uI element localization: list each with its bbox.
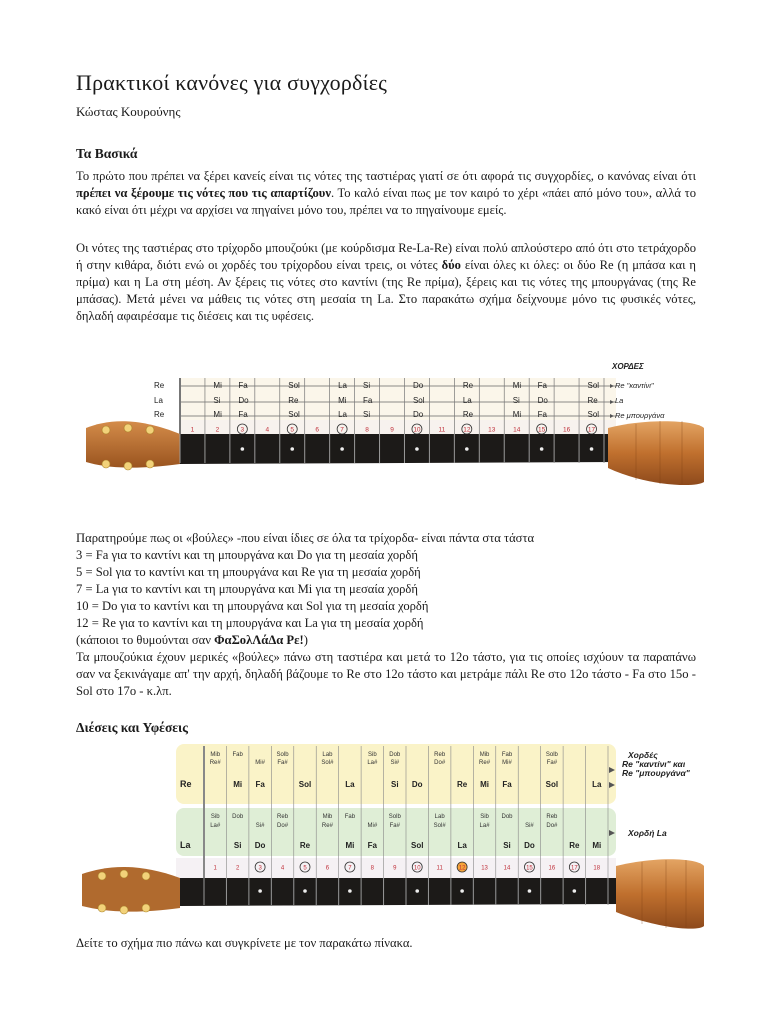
observation-line: 7 = La για το καντίνι και τη μπουργάνα και Mi για τη μεσαία χορδή	[76, 582, 418, 596]
note-sharp: La#	[367, 760, 378, 766]
note-label: Fa	[537, 381, 547, 390]
note-sharp: Re#	[479, 760, 491, 766]
inlay-dot	[415, 447, 419, 451]
fret-number: 1	[213, 865, 217, 872]
string-label-la: La	[615, 396, 624, 405]
note-flat: Reb	[277, 814, 289, 820]
note-label: La	[338, 381, 348, 390]
inlay-dot	[465, 447, 469, 451]
note-natural: Mi	[345, 841, 355, 850]
note-natural: Fa	[255, 780, 265, 789]
note-natural: Mi	[592, 841, 602, 850]
note-sharp: Re#	[321, 823, 333, 829]
fret-number: 13	[488, 426, 496, 434]
fret-number: 6	[325, 865, 330, 872]
note-sharp: La#	[479, 823, 490, 829]
inlay-dot	[241, 447, 245, 451]
fret-number: 8	[370, 865, 375, 872]
note-label: Re	[587, 396, 598, 405]
note-natural: Mi	[233, 780, 243, 789]
note-natural: Do	[524, 841, 535, 850]
note-sharp: Si#	[390, 760, 400, 766]
note-label: Do	[238, 396, 249, 405]
legend-re-line-3: Re "μπουργάνα"	[622, 768, 690, 778]
mnemonic-bold: ΦαΣολΛάΔα Ρε!	[214, 633, 304, 647]
note-natural: Fa	[367, 841, 378, 850]
inlay-dot	[573, 889, 577, 893]
fret-number: 4	[280, 865, 285, 872]
note-natural: Sol	[410, 841, 424, 850]
note-label: Do	[412, 381, 424, 390]
fret-number: 1	[190, 426, 195, 434]
note-flat: Mib	[479, 752, 490, 758]
note-label: Sol	[288, 381, 300, 390]
note-natural: Fa	[502, 780, 512, 789]
legend-re-strings	[622, 750, 691, 778]
note-sharp: Sol#	[433, 823, 446, 829]
string-label-re-kantini: Re "καντίνι"	[615, 381, 654, 390]
fret-number: 15	[538, 426, 546, 434]
mnemonic-text-end: )	[303, 633, 308, 647]
legend-re-line-1: Χορδές	[628, 750, 658, 760]
fret-number: 11	[438, 426, 446, 434]
note-label: Fa	[238, 410, 248, 419]
section-heading-sharps-flats: Διέσεις και Υφέσεις	[76, 720, 188, 735]
note-label: Do	[537, 396, 548, 405]
note-natural: La	[457, 841, 467, 850]
note-sharp: Do#	[277, 823, 289, 829]
paragraph-1-text-end: . Το καλό είναι πως με τον καιρό το χέρι «πάει από μόνο του», αλλά το κακό είναι ότι μέχρι να αρχίσει να πηγαίνει μόνο του, πρέπει να το πηγαίνουμε εμείς.	[76, 186, 696, 217]
note-flat: Mib	[210, 752, 221, 758]
note-label: La	[338, 410, 348, 419]
fret-number: 12	[463, 426, 471, 434]
note-label: Fa	[238, 381, 248, 390]
note-flat: Lab	[322, 752, 333, 758]
note-label: Fa	[363, 396, 373, 405]
note-natural: Do	[254, 841, 266, 850]
paragraph-3: Τα μπουζούκια έχουν μερικές «βούλες» πάνω στη ταστιέρα και μετά το 12ο τάστο, για τις οποίες ισχύουν τα παραπάνω σαν να ξεκινάγαμε απ' την αρχή, δηλαδή βάζουμε το Re στο 12ο τάστο και μετράμε πάλι Re στο 12ο τάστο - Fa στο 15ο - Sol στο 17ο - κ.λπ.	[76, 650, 696, 698]
note-sharp: Mi#	[255, 760, 265, 766]
note-flat: Fab	[232, 752, 243, 758]
fret-number: 2	[235, 865, 240, 872]
note-flat: Dob	[389, 752, 401, 758]
strings-header: ΧΟΡΔΕΣ	[612, 362, 644, 371]
paragraph-1	[76, 168, 696, 219]
note-flat: Fab	[501, 752, 513, 758]
paragraph-1-text: Το πρώτο που πρέπει να ξέρει κανείς είναι τις νότες της ταστιέρας γιατί σε ότι αφορά τις συγχορδίες, ο κανόνας είναι ότι	[76, 169, 696, 183]
note-flat: Fab	[344, 814, 356, 820]
observation-line: 5 = Sol για το καντίνι και τη μπουργάνα και Re για τη μεσαία χορδή	[76, 565, 421, 579]
note-flat: Dob	[232, 814, 244, 820]
note-label: La	[154, 396, 163, 405]
fretboard-sharps-flats-figure	[76, 742, 704, 932]
paragraph-2	[76, 240, 696, 325]
fret-number: 18	[593, 865, 601, 872]
note-flat: Dob	[501, 814, 513, 820]
note-natural: Si	[233, 841, 242, 850]
fret-number: 3	[258, 865, 262, 872]
note-natural: Re	[456, 780, 468, 789]
inlay-dot	[290, 447, 294, 451]
legend-re-line-2: Re "καντίνι" και	[622, 759, 686, 769]
note-label: Mi	[213, 381, 222, 390]
note-label: Sol	[288, 410, 300, 419]
fret-number: 5	[303, 865, 307, 872]
fret-number: 7	[340, 426, 344, 434]
note-label: La	[462, 396, 472, 405]
note-label: Si	[363, 381, 371, 390]
note-flat: Sib	[210, 814, 220, 820]
author-name: Κώστας Κουρούνης	[76, 104, 181, 119]
note-sharp: Mi#	[367, 823, 378, 829]
fret-number: 11	[436, 865, 443, 872]
inlay-dot	[348, 889, 352, 893]
inlay-dot	[303, 889, 307, 893]
fret-number: 15	[526, 865, 533, 872]
note-sharp: Fa#	[389, 823, 400, 829]
note-sharp: Re#	[209, 760, 221, 766]
note-natural: Si	[390, 780, 399, 789]
note-label: Si	[213, 396, 221, 405]
fret-number: 4	[265, 426, 270, 434]
note-natural: Re	[569, 841, 580, 850]
note-sharp: Si#	[525, 823, 534, 829]
observation-line: 10 = Do για το καντίνι και τη μπουργάνα και Sol για τη μεσαία χορδή	[76, 599, 429, 613]
fret-number: 16	[562, 426, 571, 434]
note-sharp: Si#	[255, 823, 265, 829]
fret-number: 8	[365, 426, 369, 434]
paragraph-2-text-end: είναι όλες κι όλες: οι δύο Re (η μπάσα και η πρίμα) και η La στη μέση. Αν ξέρεις τις νότες στο καντίνι (της Re πρίμα), ξέρεις και τις νότες της μπουργάνας (της Re μπάσας). Μετά μένει να μάθεις τις νότες στη μεσαία τη La. Στο παρακάτω σχήμα δείχνουμε μόνο τις φυσικές νότες, δηλαδή αφαιρέσαμε τις διέσεις και τις υφέσεις.	[76, 258, 697, 323]
closing-sentence: Δείτε το σχήμα πιο πάνω και συγκρίνετε με τον παρακάτω πίνακα.	[76, 936, 413, 950]
fret-number: 6	[315, 426, 319, 434]
observation-line: 3 = Fa για το καντίνι και τη μπουργάνα και Do για τη μεσαία χορδή	[76, 548, 418, 562]
note-label: Re	[462, 381, 474, 390]
note-label: Sol	[587, 381, 600, 390]
note-label: Fa	[537, 410, 547, 419]
string-label-re-bass: Re μπουργάνα	[615, 411, 665, 420]
inlay-dot	[340, 447, 344, 451]
note-label: Sol	[412, 396, 425, 405]
note-natural: La	[592, 780, 602, 789]
mnemonic-text: (κάποιοι το θυμούνται σαν	[76, 633, 215, 647]
fret-number: 3	[240, 426, 245, 434]
inlay-dot	[415, 889, 419, 893]
note-label: Re	[154, 410, 165, 419]
fret-number: 13	[481, 865, 488, 872]
note-flat: Lab	[434, 814, 445, 820]
legend-la-string: Χορδή La	[628, 828, 667, 838]
note-sharp: Fa#	[277, 760, 288, 766]
note-flat: Sib	[367, 752, 377, 758]
section-heading-basics: Τα Βασικά	[76, 146, 138, 161]
fret-number: 14	[503, 865, 511, 872]
note-label: Si	[363, 410, 371, 419]
note-natural: Re	[299, 841, 311, 850]
inlay-dot	[590, 447, 594, 451]
note-label: Si	[512, 396, 520, 405]
note-sharp: Do#	[434, 760, 446, 766]
paragraph-1-bold: πρέπει να ξέρουμε τις νότες που τις απαρτίζουν	[76, 186, 331, 200]
note-label: Re	[462, 410, 474, 419]
note-natural: La	[345, 780, 355, 789]
note-flat: Solb	[545, 752, 558, 758]
note-natural: Do	[411, 780, 423, 789]
note-sharp: Do#	[546, 823, 558, 829]
fret-number: 2	[215, 426, 220, 434]
fretboard-natural-notes-figure	[76, 358, 704, 506]
note-natural: Si	[503, 841, 511, 850]
fret-number: 17	[570, 865, 578, 872]
fret-number: 10	[413, 426, 421, 434]
inlay-dot	[528, 889, 532, 893]
inlay-dot	[460, 889, 464, 893]
note-sharp: Sol#	[321, 760, 334, 766]
fret-number: 7	[348, 865, 352, 872]
fret-number: 9	[393, 865, 397, 872]
note-flat: Sib	[480, 814, 489, 820]
note-label: Mi	[338, 396, 347, 405]
fret-number: 14	[513, 426, 521, 434]
fret-number: 12	[458, 865, 466, 872]
note-flat: Reb	[434, 752, 446, 758]
observation-line: Παρατηρούμε πως οι «βούλες» -που είναι ίδιες σε όλα τα τρίχορδα- είναι πάντα στα τάστα	[76, 531, 535, 545]
fret-number: 5	[290, 426, 295, 434]
note-sharp: Mi#	[502, 760, 512, 766]
note-natural: Sol	[545, 780, 559, 789]
fret-number: 10	[413, 865, 421, 872]
paragraph-2-bold: δύο	[441, 258, 461, 272]
note-label: Mi	[512, 410, 522, 419]
mnemonic-line	[76, 632, 696, 649]
page-title: Πρακτικοί κανόνες για συγχορδίες	[76, 70, 388, 95]
note-flat: Reb	[546, 814, 558, 820]
note-sharp: La#	[210, 823, 221, 829]
fret-number: 9	[390, 426, 394, 434]
paragraph-2-text: Οι νότες της ταστιέρας στο τρίχορδο μπουζούκι (με κούρδισμα Re-La-Re) είναι πολύ απλούστερο από ότι στο τετράχορδο ή στην κιθάρα, διότι ενώ οι χορδές του τρίχορδου είναι τρεις, οι νότες	[76, 241, 696, 272]
inlay-dot	[540, 447, 544, 451]
observation-line: 12 = Re για το καντίνι και τη μπουργάνα και La για τη μεσαία χορδή	[76, 616, 424, 630]
note-label: Mi	[213, 410, 222, 419]
note-sharp: Fa#	[546, 760, 558, 766]
fret-number: 17	[587, 426, 596, 434]
row-label-re: Re	[180, 779, 192, 789]
note-flat: Solb	[276, 752, 289, 758]
observations-list	[76, 530, 696, 700]
row-label-la: La	[180, 840, 191, 850]
note-flat: Solb	[388, 814, 401, 820]
note-label: Do	[412, 410, 424, 419]
inlay-dot	[258, 889, 262, 893]
note-natural: Mi	[480, 780, 490, 789]
note-natural: Sol	[298, 780, 312, 789]
note-label: Sol	[587, 410, 600, 419]
fret-number: 16	[548, 865, 556, 872]
note-label: Re	[154, 381, 165, 390]
note-label: Mi	[512, 381, 522, 390]
note-label: Re	[288, 396, 299, 405]
note-flat: Mib	[322, 814, 333, 820]
